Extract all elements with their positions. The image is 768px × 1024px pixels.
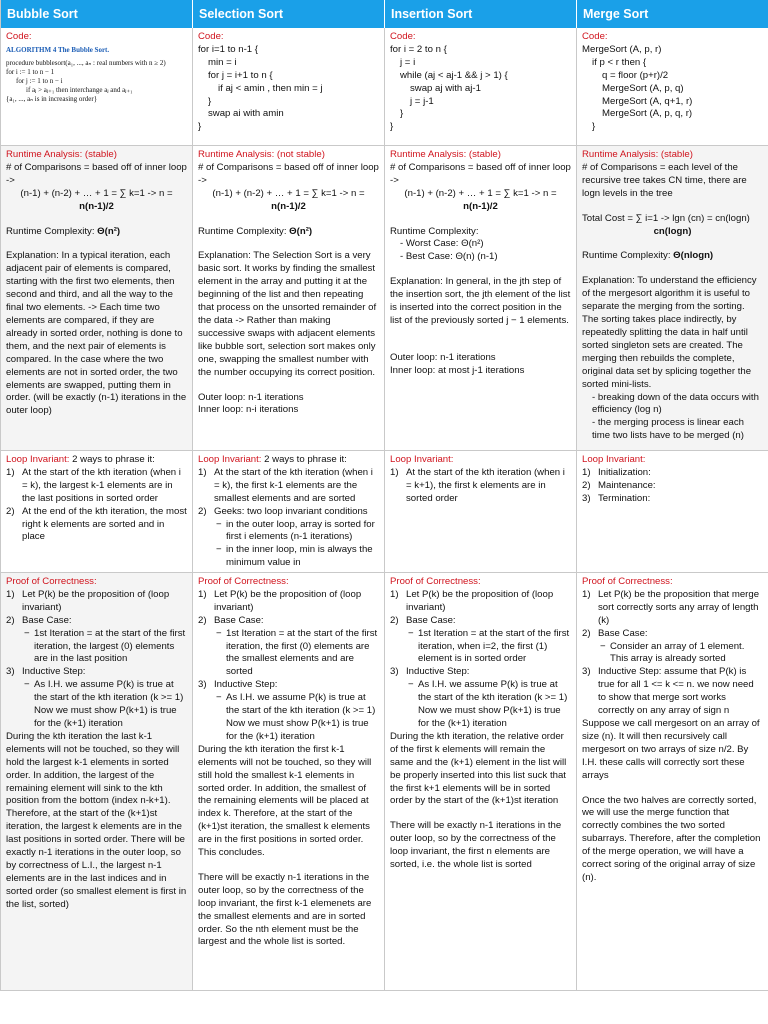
list-item: 3) Inductive Step: assume that P(k) is true for all 1 <= k <= n. we now need to show that merge sort works correctly on any array of sign n <box>582 666 754 717</box>
runtime-label: Runtime Analysis: (stable) <box>6 149 117 160</box>
runtime-complexity: Runtime Complexity: Θ(nlogn) <box>582 250 714 262</box>
comparisons-text: # of Comparisons = based off of inner loop -> <box>6 161 187 186</box>
selection-proof-cell <box>193 573 385 991</box>
explanation-text: Explanation: In general, in the jth step of the insertion sort, the jth element of the list is inserted into the correct position in the list of the previously sorted j − 1 elements. <box>390 276 571 326</box>
algo-line: if aⱼ > aⱼ₊₁ then interchange aⱼ and aⱼ₊₁ <box>26 85 133 94</box>
merge-loop-invariant-cell <box>577 451 768 573</box>
code-line: while (aj < aj-1 && j > 1) { <box>400 69 508 81</box>
bubble-algorithm-image <box>6 46 187 104</box>
comparisons-text: # of Comparisons = based off of inner loop -> <box>390 161 571 186</box>
list-item: 3) Inductive Step: <box>198 679 278 691</box>
header-bubble-sort: Bubble Sort <box>1 0 193 28</box>
explanation-point: - the merging process is linear each time two lists have to be merged (n) <box>592 417 744 442</box>
bubble-runtime-cell <box>1 146 193 451</box>
code-line: MergeSort (A, q+1, r) <box>602 95 693 107</box>
sum-formula: (n-1) + (n-2) + … + 1 = ∑ k=1 -> n = <box>404 187 557 199</box>
header-selection-sort: Selection Sort <box>193 0 385 28</box>
list-item: 2) At the end of the kth iteration, the most right k elements are sorted and in place <box>6 505 187 543</box>
code-line: for i=1 to n-1 { <box>198 43 258 55</box>
sum-result: n(n-1)/2 <box>463 200 498 212</box>
merge-runtime-cell <box>577 146 768 451</box>
loop-invariant-heading: Loop Invariant: <box>582 454 646 465</box>
proof-heading: Proof of Correctness: <box>390 576 481 587</box>
code-label: Code: <box>582 31 608 42</box>
bubble-loop-invariant-cell <box>1 451 193 573</box>
total-cost: Total Cost = ∑ i=1 -> lgn (cn) = cn(logn) <box>582 212 750 224</box>
code-line: if aj < amin , then min = j <box>218 82 323 94</box>
explanation-point: - breaking down of the data occurs with efficiency (log n) <box>592 391 759 416</box>
list-item: 2) Base Case: <box>390 614 456 626</box>
code-line: MergeSort (A, p, q, r) <box>602 108 693 120</box>
code-line: MergeSort (A, p, q) <box>602 82 684 94</box>
list-item: 2) Base Case: <box>582 627 648 639</box>
loop-invariant-heading: Loop Invariant: 2 ways to phrase it: <box>198 454 347 465</box>
code-line: for j = i+1 to n { <box>208 69 273 81</box>
list-item: 1) Let P(k) be the proposition that merge sort correctly sorts any array of length (k) <box>582 588 760 626</box>
code-line: } <box>208 95 212 107</box>
sub-item: − 1st Iteration = at the start of the first iteration, the largest (0) elements are in the last position <box>24 627 186 665</box>
sub-item: − Consider an array of 1 element. This array is already sorted <box>600 640 745 665</box>
code-line: for i = 2 to n { <box>390 43 447 55</box>
list-item: 1) At the start of the kth iteration (when i = k+1), the first k elements are in sorted order <box>390 466 565 504</box>
outer-loop-text: Outer loop: n-1 iterations <box>390 351 496 363</box>
insertion-proof-cell <box>385 573 577 991</box>
selection-runtime-cell <box>193 146 385 451</box>
inner-loop-text: Inner loop: n-i iterations <box>198 404 299 416</box>
proof-text: There will be exactly n-1 iterations in the outer loop, so by the correctness of the loop invariant, the first n elements are sorted, i.e. the whole list is sorted <box>390 820 562 871</box>
sum-formula: (n-1) + (n-2) + … + 1 = ∑ k=1 -> n = <box>20 187 173 199</box>
insertion-runtime-cell <box>385 146 577 451</box>
list-item: 2) Geeks: two loop invariant conditions <box>198 505 368 517</box>
algorithm-title: ALGORITHM 4 The Bubble Sort. <box>6 45 110 54</box>
list-item: 1) Initialization: <box>582 466 651 478</box>
runtime-label: Runtime Analysis: (stable) <box>582 149 693 160</box>
explanation-text: Explanation: To understand the efficiency of the mergesort algorithm it is useful to separate the merging from the sorting. The sorting takes place indirectly, by repeatedly splitting the data in half until sorted singleton sets are created. The merging then rebuilds the complete, original data set by splicing together the sorted mini-lists. <box>582 275 757 390</box>
proof-text: Suppose we call mergesort on an array of size (n). It will then recursively call mergesort on two arrays of size n/2. By I.H. these calls will correctly sort these arrays <box>582 717 760 781</box>
runtime-label: Runtime Analysis: (not stable) <box>198 149 325 160</box>
runtime-complexity: Runtime Complexity: Θ(n²) <box>198 225 313 237</box>
bubble-code-cell <box>1 28 193 146</box>
header-merge-sort: Merge Sort <box>577 0 768 28</box>
code-line: q = floor (p+r)/2 <box>602 69 669 81</box>
comparisons-text: # of Comparisons = each level of the recursive tree takes CN time, there are logn levels in the tree <box>582 161 747 199</box>
proof-heading: Proof of Correctness: <box>198 576 289 587</box>
explanation-text: Explanation: The Selection Sort is a very basic sort. It works by finding the smallest element in the array and putting it at the beginning of the list and then repeating that process on the unsorted remainder of the data -> Rather than making successive swaps with adjacent elements like bubble sort, selection sort makes only one, swapping the smallest number with the number occupying its correct position. <box>198 250 377 378</box>
code-line: swap aj with aj-1 <box>410 82 481 94</box>
proof-heading: Proof of Correctness: <box>6 576 97 587</box>
insertion-code-cell <box>385 28 577 146</box>
sub-item: − in the inner loop, min is always the minimum value in <box>216 544 373 569</box>
code-line: swap ai with amin <box>208 108 284 120</box>
proof-text: During the kth iteration the last k-1 elements will not be touched, so they will hold the largest k-1 elements in sorted order. In addition, the largest of the remaining element will sink to the kth position from the bottom (index n-k+1). Therefore, at the start of the (k+1)st iteration, the largest k elements are in the last positions in sorted order. There will be exactly n-1 iterations in the outer loop, so by correctness of L.I., the largest n-1 elements are in the last indices and in sorted order (so smallest element is first in the list, sorted) <box>6 730 187 910</box>
code-line: } <box>592 121 596 133</box>
code-line: } <box>198 121 202 133</box>
merge-code-cell <box>577 28 768 146</box>
selection-code-cell <box>193 28 385 146</box>
algo-line: for i := 1 to n − 1 <box>6 67 55 76</box>
loop-invariant-heading: Loop Invariant: 2 ways to phrase it: <box>6 454 155 465</box>
proof-text: During the kth iteration, the relative order of the first k elements will remain the same and the (k+1) element in the list will be properly inserted into this list suck that the first k+1 elements will be in sorted order by the start of the (k+1)st iteration <box>390 730 567 807</box>
list-item: 1) At the start of the kth iteration (when i = k), the first k-1 elements are the smallest elements and are sorted <box>198 466 373 504</box>
code-line: min = i <box>208 56 237 68</box>
proof-heading: Proof of Correctness: <box>582 576 673 587</box>
explanation-text: Explanation: In a typical iteration, each adjacent pair of elements is compared, starting with the first two elements, then second and third, and all the way to the final two elements. -> Each time two elements are compared, if they are already in sorted order, nothing is done to them, and the next pair of elements is compared. In the case where the two elements are not in sorted order, the two elements are swapped, putting them in order. (will be exactly (n-1) iterations in the outer loop) <box>6 250 187 417</box>
proof-text: Once the two halves are correctly sorted, we will use the merge function that correctly combines the two sorted subarrays. Therefore, after the completion of the merge operation, we will have a correct soring of the original array of size (n). <box>582 794 761 883</box>
inner-loop-text: Inner loop: at most j-1 iterations <box>390 364 525 376</box>
code-line: j = i <box>400 56 416 68</box>
code-line: if p < r then { <box>592 56 647 68</box>
list-item: 2) Base Case: <box>6 614 72 626</box>
list-item: 1) At the start of the kth iteration (when i = k), the largest k-1 elements are in the last positions in sorted order <box>6 466 181 504</box>
loop-invariant-heading: Loop Invariant: <box>390 454 454 465</box>
sub-item: − 1st Iteration = at the start of the first iteration, when i=2, the first (1) element is in sorted order <box>408 627 570 665</box>
code-line: j = j-1 <box>410 95 434 107</box>
insertion-loop-invariant-cell <box>385 451 577 573</box>
best-case: - Best Case: Θ(n) (n-1) <box>400 251 498 263</box>
code-line: } <box>390 121 394 133</box>
runtime-label: Runtime Analysis: (stable) <box>390 149 501 160</box>
sub-item: − As I.H. we assume P(k) is true at the start of the kth iteration (k >= 1) Now we must show P(k+1) is true for the (k+1) iteration <box>216 692 376 742</box>
list-item: 2) Base Case: <box>198 614 264 626</box>
code-label: Code: <box>6 31 32 42</box>
list-item: 2) Maintenance: <box>582 479 656 491</box>
sub-item: − in the outer loop, array is sorted for first i elements (n-1 iterations) <box>216 518 375 543</box>
proof-text: During the kth iteration the first k-1 elements will not be touched, so they will still hold the smallest k-1 elements in sorted order. In addition, the smallest of the remaining elements will be placed at index k. Therefore, at the start of the (k+1)st iteration, the smallest k elements are in the first positions in sorted order. This concludes. <box>198 743 372 859</box>
comparisons-text: # of Comparisons = based off of inner loop -> <box>198 161 379 186</box>
list-item: 3) Termination: <box>582 492 651 504</box>
runtime-complexity-label: Runtime Complexity: <box>390 225 479 237</box>
list-item: 3) Inductive Step: <box>390 666 470 678</box>
list-item: 3) Inductive Step: <box>6 666 86 678</box>
algo-line: for j := 1 to n − i <box>16 76 63 85</box>
code-line: MergeSort (A, p, r) <box>582 43 662 55</box>
outer-loop-text: Outer loop: n-1 iterations <box>198 391 304 403</box>
merge-proof-cell <box>577 573 768 991</box>
sum-result: n(n-1)/2 <box>79 200 114 212</box>
sum-formula: (n-1) + (n-2) + … + 1 = ∑ k=1 -> n = <box>212 187 365 199</box>
code-label: Code: <box>390 31 416 42</box>
sub-item: − As I.H. we assume P(k) is true at the start of the kth iteration (k >= 1) Now we must show P(k+1) is true for the (k+1) iteration <box>408 679 568 729</box>
code-label: Code: <box>198 31 224 42</box>
list-item: 1) Let P(k) be the proposition of (loop invariant) <box>6 588 170 613</box>
algo-line: {a₁, ..., aₙ is in increasing order} <box>6 94 98 103</box>
proof-text: There will be exactly n-1 iterations in the outer loop, so by the correctness of the loop invariant, the first k-1 elemenets are the smallest elements and are in sorted order. So the nth element must be the largest and the whole list is sorted. <box>198 871 372 948</box>
selection-loop-invariant-cell <box>193 451 385 573</box>
algo-line: procedure bubblesort(a₁, ..., aₙ : real numbers with n ≥ 2) <box>6 58 166 67</box>
list-item: 1) Let P(k) be the proposition of (loop invariant) <box>198 588 362 613</box>
total-cost-result: cn(logn) <box>653 225 692 237</box>
header-insertion-sort: Insertion Sort <box>385 0 577 28</box>
worst-case: - Worst Case: Θ(n²) <box>400 238 484 250</box>
list-item: 1) Let P(k) be the proposition of (loop invariant) <box>390 588 554 613</box>
sum-result: n(n-1)/2 <box>271 200 306 212</box>
code-line: } <box>400 108 404 120</box>
runtime-complexity: Runtime Complexity: Θ(n²) <box>6 225 121 237</box>
sub-item: − As I.H. we assume P(k) is true at the start of the kth iteration (k >= 1) Now we must show P(k+1) is true for the (k+1) iteration <box>24 679 184 729</box>
bubble-proof-cell <box>1 573 193 991</box>
sub-item: − 1st Iteration = at the start of the first iteration, the first (0) elements are the smallest elements and are sorted <box>216 627 378 678</box>
